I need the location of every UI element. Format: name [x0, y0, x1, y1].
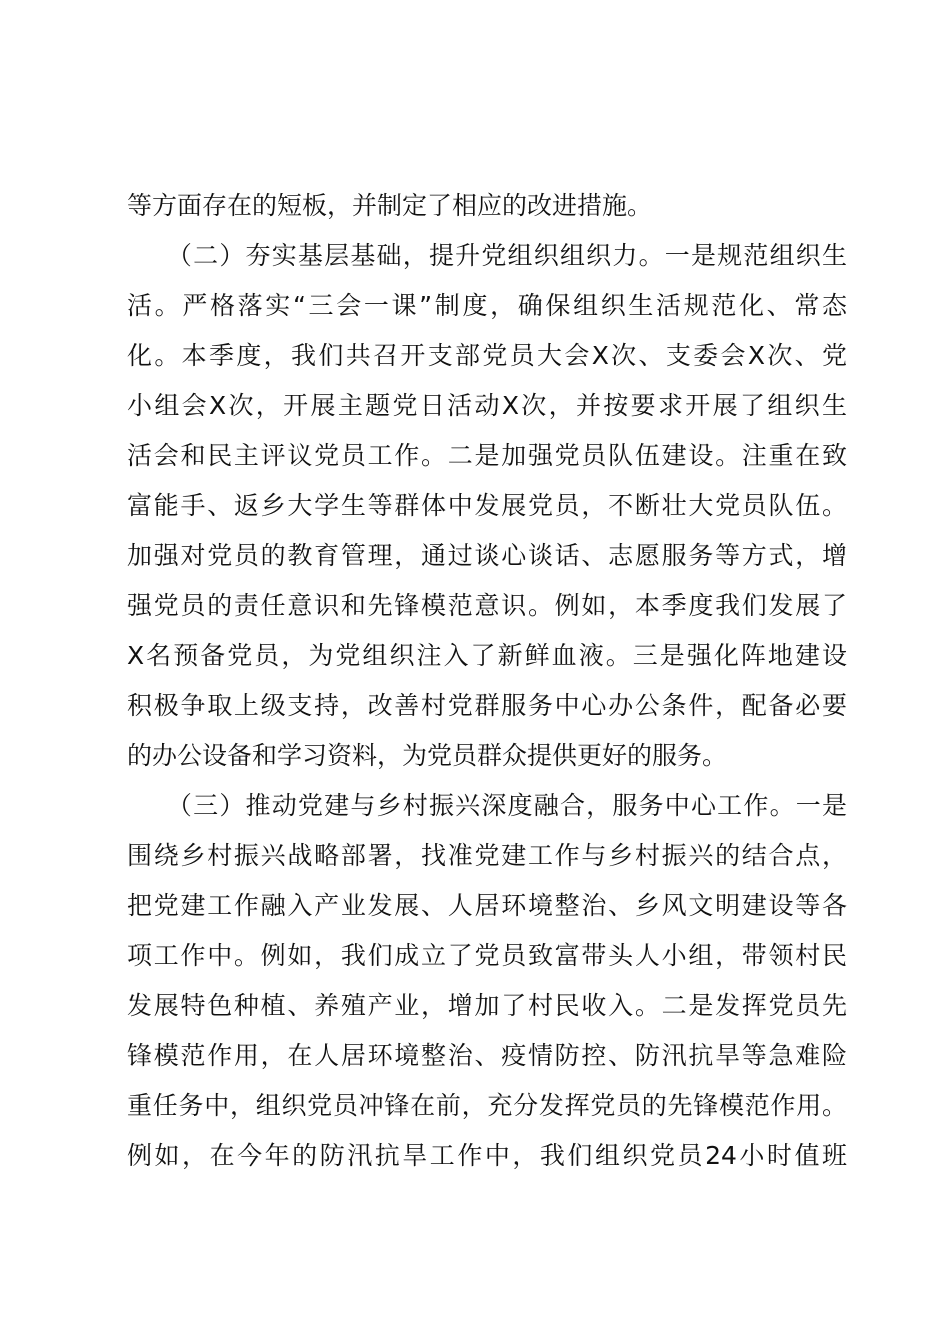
text-line: （二）夯实基层基础，提升党组织组织力。一是规范组织生	[127, 241, 847, 270]
text-line: 锋模范作用，在人居环境整治、疫情防控、防汛抗旱等急难险	[127, 1041, 847, 1070]
text-line: 富能手、返乡大学生等群体中发展党员，不断壮大党员队伍。	[127, 491, 847, 520]
document-body	[127, 181, 847, 1181]
text-line: 加强对党员的教育管理，通过谈心谈话、志愿服务等方式，增	[127, 541, 847, 570]
text-line: 化。本季度，我们共召开支部党员大会X次、支委会X次、党	[127, 341, 847, 370]
text-line: 等方面存在的短板，并制定了相应的改进措施。	[127, 191, 653, 220]
text-line: X名预备党员，为党组织注入了新鲜血液。三是强化阵地建设	[127, 641, 847, 670]
text-line: 活。严格落实“三会一课”制度，确保组织生活规范化、常态	[127, 291, 847, 320]
text-line: 重任务中，组织党员冲锋在前，充分发挥党员的先锋模范作用。	[127, 1091, 847, 1120]
text-line: 把党建工作融入产业发展、人居环境整治、乡风文明建设等各	[127, 891, 847, 920]
text-line: 围绕乡村振兴战略部署，找准党建工作与乡村振兴的结合点，	[127, 841, 847, 870]
text-line: 项工作中。例如，我们成立了党员致富带头人小组，带领村民	[127, 941, 847, 970]
text-line: 的办公设备和学习资料，为党员群众提供更好的服务。	[127, 741, 728, 770]
text-line: 例如，在今年的防汛抗旱工作中，我们组织党员24小时值班	[127, 1141, 847, 1170]
text-line: 活会和民主评议党员工作。二是加强党员队伍建设。注重在致	[127, 441, 847, 470]
text-line: 小组会X次，开展主题党日活动X次，并按要求开展了组织生	[127, 391, 847, 420]
text-line: 积极争取上级支持，改善村党群服务中心办公条件，配备必要	[127, 691, 847, 720]
text-line: 发展特色种植、养殖产业，增加了村民收入。二是发挥党员先	[127, 991, 847, 1020]
text-line: （三）推动党建与乡村振兴深度融合，服务中心工作。一是	[127, 791, 847, 820]
text-line: 强党员的责任意识和先锋模范意识。例如，本季度我们发展了	[127, 591, 847, 620]
